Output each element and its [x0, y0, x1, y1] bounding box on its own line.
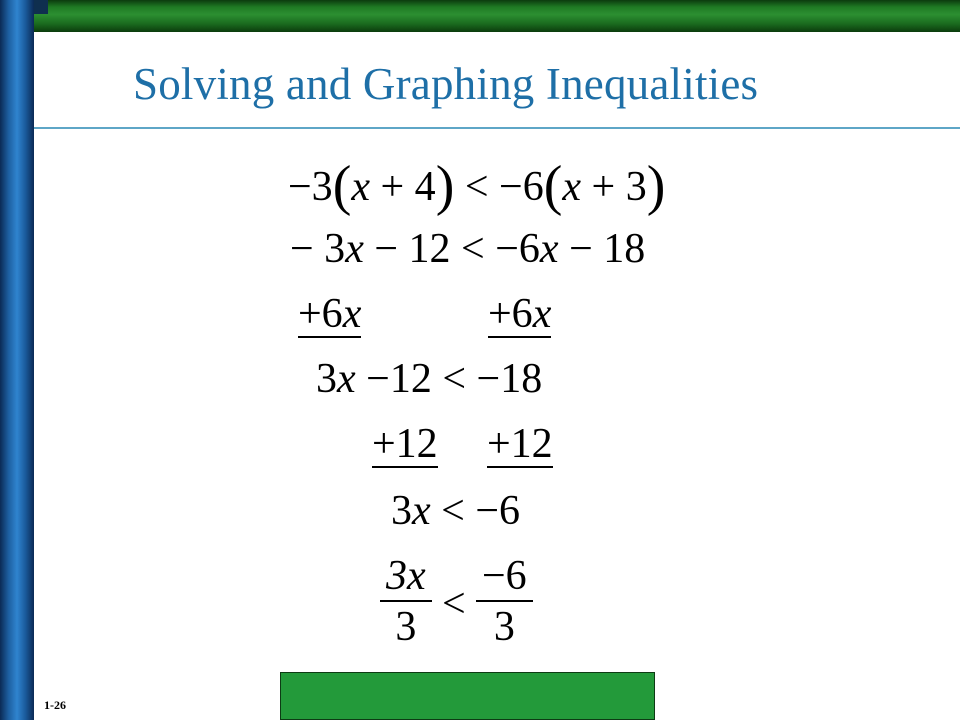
step-2-expression	[290, 225, 645, 273]
step-2-var-1: x	[345, 226, 364, 272]
step-1-paren-open-2: (	[543, 155, 563, 217]
answer-reveal-box[interactable]	[280, 672, 655, 720]
step-1-coef-right: −6	[499, 164, 544, 210]
step-6-var: x	[412, 488, 431, 534]
step-5-left	[372, 420, 438, 468]
step-4-var: x	[337, 356, 356, 402]
step-6-part-a: 3	[391, 488, 412, 534]
step-1-var-2: x	[562, 164, 582, 210]
slide-title: Solving and Graphing Inequalities	[133, 59, 759, 109]
slide-number: 1-26	[44, 698, 66, 712]
step-3-left-coef: +6	[298, 291, 343, 337]
step-5-left-underlined: +12	[372, 421, 438, 467]
step-2-part-b: − 12 < −6	[363, 226, 540, 272]
step-7-left-numerator: 3x	[386, 553, 426, 599]
step-3-right-coef: +6	[488, 291, 533, 337]
step-1-operator: <	[454, 164, 500, 210]
step-7-right-denominator: 3	[493, 604, 515, 651]
step-2-part-c: − 18	[558, 226, 646, 272]
step-7-fraction-right	[476, 552, 533, 653]
step-4-expression	[316, 355, 542, 403]
step-6-part-b: < −6	[430, 488, 521, 534]
step-3-right-var: x	[532, 291, 552, 337]
step-2-part-a: − 3	[290, 226, 346, 272]
top-bar-corner	[34, 0, 48, 14]
step-3-right-underlined	[488, 292, 551, 338]
step-7-right-numerator: −6	[482, 553, 527, 599]
step-1-expression	[288, 155, 666, 217]
step-3-left-var: x	[342, 291, 362, 337]
step-5-right	[487, 420, 553, 468]
step-1-paren-open-1: (	[332, 155, 352, 217]
step-1-paren-close-1: )	[435, 155, 455, 217]
title-divider	[34, 127, 960, 129]
step-4-part-a: 3	[316, 356, 337, 402]
step-1-term-1: + 4	[370, 164, 436, 210]
step-3-left-underlined	[298, 292, 361, 338]
step-3-right	[488, 290, 551, 338]
step-6-expression	[391, 487, 520, 535]
step-1-paren-close-2: )	[646, 155, 666, 217]
step-1-term-2: + 3	[581, 164, 647, 210]
step-5-right-underlined: +12	[487, 421, 553, 467]
top-accent-bar	[34, 0, 960, 32]
step-4-part-b: −12 < −18	[355, 356, 543, 402]
step-1-var-1: x	[351, 164, 370, 210]
step-7-fraction-left	[380, 552, 432, 653]
step-7-left-denominator: 3	[395, 604, 417, 651]
step-2-var-2: x	[539, 226, 559, 272]
left-accent-bar	[0, 0, 34, 720]
step-7-operator: <	[442, 581, 466, 627]
step-3-left	[298, 290, 361, 338]
step-1-coef-left: −3	[288, 164, 333, 210]
